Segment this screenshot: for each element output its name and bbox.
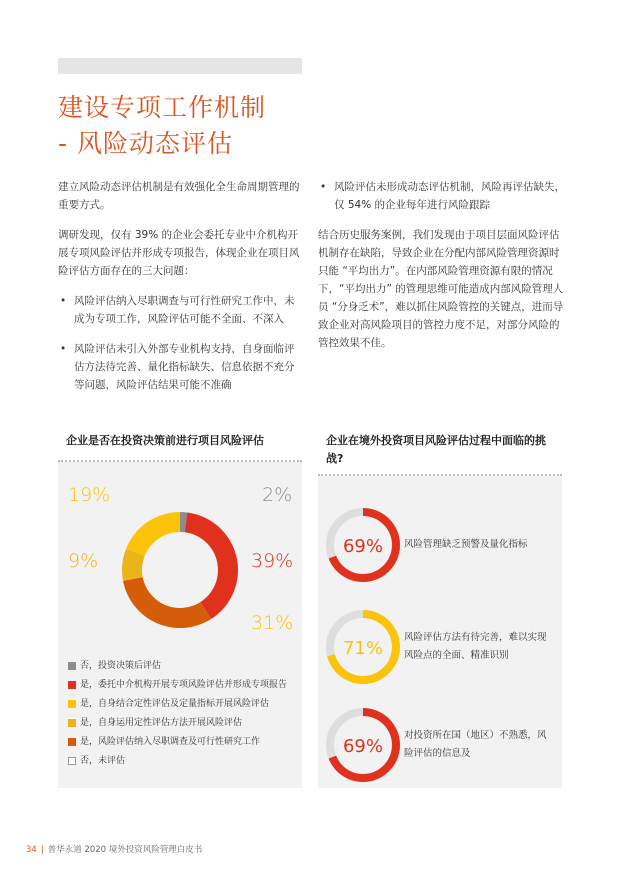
value-label-9: 9% [68, 550, 99, 572]
ring-label: 风险管理缺乏预警及量化指标 [404, 539, 528, 550]
donut-slice [185, 512, 238, 619]
ring-value-label: 69% [342, 536, 384, 557]
issue-item: • 风险评估未引入外部专业机构支持，自身面临评估方法待完善、量化指标缺失、信息依据不充分等问题，风险评估结果可能不准确 [58, 340, 304, 394]
bullet-icon: • [60, 343, 67, 355]
page-number: 34 [26, 845, 37, 855]
legend-item [68, 755, 302, 774]
issue-item: • 风险评估未形成动态评估机制，风险再评估缺失，仅 54% 的企业每年进行风险跟踪 [318, 178, 566, 214]
legend-swatch [68, 738, 76, 746]
left-text-column [58, 178, 304, 406]
ring-charts-panel [318, 424, 562, 788]
legend-item [68, 660, 302, 679]
ring-chart-item [318, 500, 562, 596]
ring-chart [324, 506, 402, 584]
chart-legend [68, 660, 302, 774]
legend-swatch [68, 700, 76, 708]
ring-value-label: 71% [342, 638, 384, 659]
survey-paragraph: 调研发现，仅有 39% 的企业会委托专业中介机构开展专项风险评估并形成专项报告，体现企业在项目风险评估方面存在的三大问题： [58, 229, 300, 277]
bullet-icon: • [320, 181, 327, 193]
legend-label: 是，委托中介机构开展专项风险评估并形成专项报告 [80, 680, 288, 690]
value-label-31: 31% [251, 612, 294, 634]
legend-label: 否，投资决策后评估 [80, 661, 162, 671]
legend-item [68, 679, 302, 698]
ring-label: 风险评估方法有待完善，难以实现风险点的全面、精准识别 [404, 632, 547, 661]
intro-paragraph: 建立风险动态评估机制是有效强化全生命周期管理的重要方式。 [58, 181, 300, 211]
legend-label: 是，自身运用定性评估方法开展风险评估 [80, 718, 243, 728]
legend-swatch [68, 662, 76, 670]
legend-swatch [68, 681, 76, 689]
footer-title: 普华永道 2020 境外投资风险管理白皮书 [47, 845, 203, 855]
page-footer [26, 843, 202, 855]
value-label-39: 39% [251, 550, 294, 572]
ring-chart [324, 706, 402, 784]
bullet-icon: • [60, 295, 67, 307]
value-label-2: 2% [262, 484, 293, 506]
legend-swatch [68, 719, 76, 727]
page-title [58, 90, 358, 162]
chart-title: 企业在境外投资项目风险评估过程中面临的挑战? [318, 424, 562, 476]
legend-item [68, 717, 302, 736]
donut-chart-panel [58, 424, 302, 788]
ring-chart-item [318, 602, 562, 698]
issue-item: • 风险评估纳入尽职调查与可行性研究工作中，未成为专项工作，风险评估可能不全面、不深入 [58, 292, 304, 328]
title-line-1: 建设专项工作机制 [58, 93, 267, 122]
ring-value-label: 69% [342, 736, 384, 757]
title-line-2: - 风险动态评估 [58, 129, 233, 158]
footer-separator: | [40, 845, 44, 855]
ring-chart [324, 608, 402, 686]
legend-swatch [68, 757, 76, 765]
header-bar [58, 58, 302, 74]
donut-slice [126, 512, 180, 556]
right-text-column [318, 178, 566, 364]
ring-chart-item [318, 700, 562, 796]
donut-slice [123, 577, 211, 628]
legend-item [68, 698, 302, 717]
issue-list [58, 292, 304, 394]
legend-label: 否，未评估 [80, 756, 126, 766]
case-paragraph: 结合历史服务案例，我们发现由于项目层面风险评估机制存在缺陷，导致企业在分配内部风险管理资源时只能 “平均出力”。在内部风险管理资源有限的情况下，“平均出力” 的管理思维可能造成内部风险管理人员 “分身乏术”，难以抓住风险管控的关键点，进而导致企业对高风险项目的管控力度不足，对部分风险的管控效果不佳。 [318, 229, 564, 349]
ring-label: 对投资所在国（地区）不熟悉，风险评估的信息及 [404, 730, 547, 759]
chart-title: 企业是否在投资决策前进行项目风险评估 [58, 424, 302, 462]
issue-list-continued [318, 178, 566, 214]
value-label-19: 19% [68, 484, 111, 506]
legend-label: 是，自身结合定性评估及定量指标开展风险评估 [80, 699, 270, 709]
legend-item [68, 736, 302, 755]
legend-label: 是，风险评估纳入尽职调查及可行性研究工作 [80, 737, 261, 747]
